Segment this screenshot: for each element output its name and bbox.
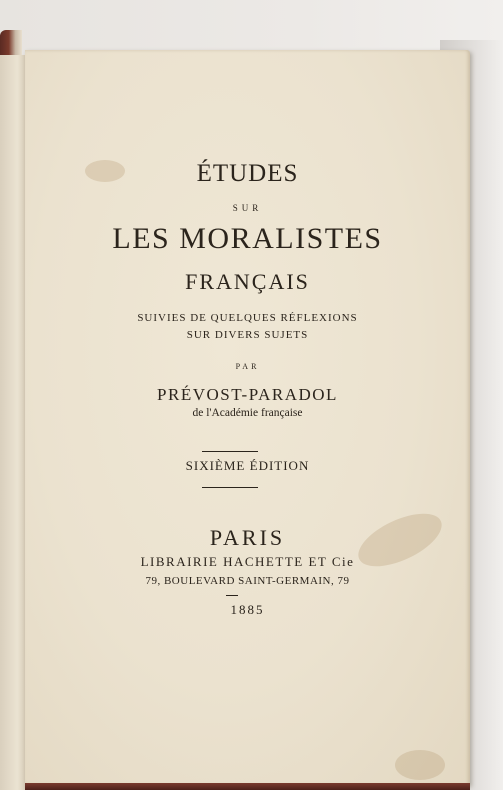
author-affiliation: de l'Académie française <box>192 407 303 419</box>
edition-rule-bottom <box>202 487 258 488</box>
subtitle-line-1: SUIVIES DE QUELQUES RÉFLEXIONS <box>137 312 358 324</box>
left-page-edge <box>0 55 26 790</box>
title-line-1: ÉTUDES <box>196 160 299 187</box>
subtitle-line-2: SUR DIVERS SUJETS <box>186 329 309 341</box>
bottom-binding <box>25 783 470 790</box>
author-name: PRÉVOST-PARADOL <box>157 385 338 404</box>
edition-rule-top <box>202 451 258 452</box>
publication-year: 1885 <box>230 602 265 617</box>
edition-label: SIXIÈME ÉDITION <box>185 458 310 473</box>
title-connector: SUR <box>232 203 263 213</box>
title-line-3: FRANÇAIS <box>185 269 310 294</box>
publication-city: PARIS <box>209 525 286 550</box>
year-dash <box>226 595 238 596</box>
publisher-name: LIBRAIRIE HACHETTE ET Cie <box>140 554 355 569</box>
paper-stain <box>395 750 445 780</box>
by-label: PAR <box>235 362 260 371</box>
title-line-2: LES MORALISTES <box>112 222 383 255</box>
publisher-address: 79, BOULEVARD SAINT-GERMAIN, 79 <box>145 575 350 587</box>
